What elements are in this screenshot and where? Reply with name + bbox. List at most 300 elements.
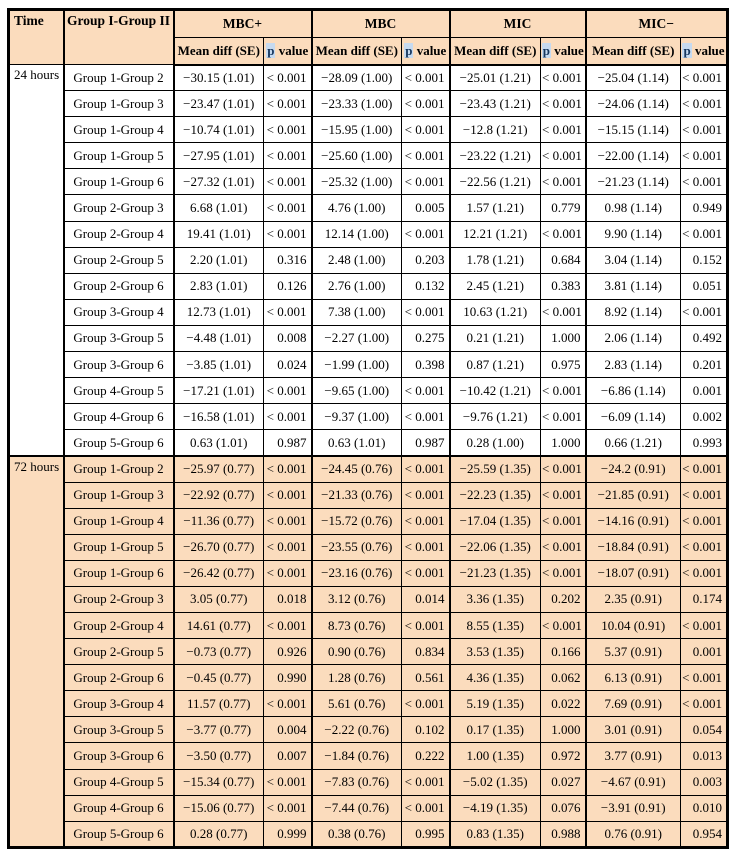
mean-diff-cell: −9.65 (1.00) xyxy=(312,378,402,404)
mean-diff-cell: −1.84 (0.76) xyxy=(312,743,402,769)
p-value-cell: 0.062 xyxy=(541,665,586,691)
group-pair-cell: Group 3-Group 4 xyxy=(64,691,174,717)
p-value-cell: < 0.001 xyxy=(402,769,450,795)
group-pair-cell: Group 1-Group 2 xyxy=(64,65,174,91)
mean-diff-cell: 3.53 (1.35) xyxy=(450,639,541,665)
p-value-cell: 0.561 xyxy=(402,665,450,691)
mean-diff-cell: −2.27 (1.00) xyxy=(312,325,402,351)
p-value-cell: 0.001 xyxy=(681,639,728,665)
mean-diff-cell: −11.36 (0.77) xyxy=(174,508,264,534)
p-symbol: p xyxy=(542,42,550,58)
mean-diff-cell: 5.19 (1.35) xyxy=(450,691,541,717)
p-value-cell: 0.995 xyxy=(402,821,450,847)
column-header-time: Time xyxy=(9,10,64,65)
table-row xyxy=(9,273,728,299)
mean-diff-cell: 0.28 (0.77) xyxy=(174,821,264,847)
p-value-cell: 0.972 xyxy=(541,743,586,769)
p-value-cell: < 0.001 xyxy=(541,612,586,638)
mean-diff-cell: −22.56 (1.21) xyxy=(450,169,541,195)
mean-diff-cell: −21.23 (1.14) xyxy=(586,169,681,195)
p-value-cell: < 0.001 xyxy=(402,169,450,195)
p-value-cell: < 0.001 xyxy=(264,65,312,91)
column-header-mic-minus: MIC− xyxy=(586,10,728,38)
subheader-p-value-mic-minus xyxy=(681,38,728,65)
table-row xyxy=(9,482,728,508)
p-value-cell: 0.076 xyxy=(541,795,586,821)
mean-diff-cell: −25.97 (0.77) xyxy=(174,456,264,482)
p-value-cell: 0.003 xyxy=(681,769,728,795)
p-value-cell: < 0.001 xyxy=(402,378,450,404)
p-value-cell: 0.398 xyxy=(402,352,450,378)
p-value-cell: < 0.001 xyxy=(264,378,312,404)
mean-diff-cell: 6.68 (1.01) xyxy=(174,195,264,221)
p-value-cell: 0.926 xyxy=(264,639,312,665)
p-value-cell: < 0.001 xyxy=(264,508,312,534)
mean-diff-cell: −22.23 (1.35) xyxy=(450,482,541,508)
p-value-cell: < 0.001 xyxy=(681,691,728,717)
mean-diff-cell: −14.16 (0.91) xyxy=(586,508,681,534)
mean-diff-cell: 0.17 (1.35) xyxy=(450,717,541,743)
mean-diff-cell: −15.15 (1.14) xyxy=(586,117,681,143)
group-pair-cell: Group 1-Group 4 xyxy=(64,117,174,143)
p-value-cell: < 0.001 xyxy=(264,143,312,169)
mean-diff-cell: 1.28 (0.76) xyxy=(312,665,402,691)
mean-diff-cell: −3.91 (0.91) xyxy=(586,795,681,821)
mean-diff-cell: 0.87 (1.21) xyxy=(450,352,541,378)
mean-diff-cell: 8.92 (1.14) xyxy=(586,299,681,325)
p-value-cell: < 0.001 xyxy=(541,560,586,586)
mean-diff-cell: 1.78 (1.21) xyxy=(450,247,541,273)
mean-diff-cell: −18.07 (0.91) xyxy=(586,560,681,586)
p-value-cell: < 0.001 xyxy=(681,665,728,691)
mean-diff-cell: 6.13 (0.91) xyxy=(586,665,681,691)
group-pair-cell: Group 2-Group 5 xyxy=(64,639,174,665)
mean-diff-cell: −5.02 (1.35) xyxy=(450,769,541,795)
table-row xyxy=(9,769,728,795)
p-value-cell: < 0.001 xyxy=(541,534,586,560)
table-row xyxy=(9,430,728,456)
time-section-label: 72 hours xyxy=(9,456,64,847)
table-row xyxy=(9,221,728,247)
mean-diff-cell: −23.22 (1.21) xyxy=(450,143,541,169)
p-value-cell: < 0.001 xyxy=(402,299,450,325)
table-row xyxy=(9,325,728,351)
mean-diff-cell: 0.38 (0.76) xyxy=(312,821,402,847)
p-value-cell: 0.949 xyxy=(681,195,728,221)
group-pair-cell: Group 5-Group 6 xyxy=(64,821,174,847)
mean-diff-cell: −26.70 (0.77) xyxy=(174,534,264,560)
table-body xyxy=(9,65,728,848)
p-value-cell: 0.383 xyxy=(541,273,586,299)
group-pair-cell: Group 2-Group 3 xyxy=(64,586,174,612)
mean-diff-cell: −9.37 (1.00) xyxy=(312,404,402,430)
p-value-cell: < 0.001 xyxy=(541,143,586,169)
p-value-cell: < 0.001 xyxy=(402,795,450,821)
group-pair-cell: Group 4-Group 5 xyxy=(64,769,174,795)
mean-diff-cell: −7.83 (0.76) xyxy=(312,769,402,795)
mean-diff-cell: −6.09 (1.14) xyxy=(586,404,681,430)
mean-diff-cell: −17.04 (1.35) xyxy=(450,508,541,534)
mean-diff-cell: −23.47 (1.01) xyxy=(174,91,264,117)
p-value-cell: < 0.001 xyxy=(681,221,728,247)
group-pair-cell: Group 1-Group 3 xyxy=(64,482,174,508)
subheader-mean-diff-mbc-plus: Mean diff (SE) xyxy=(174,38,264,65)
table-row xyxy=(9,456,728,482)
p-value-cell: < 0.001 xyxy=(681,169,728,195)
p-value-cell: 0.126 xyxy=(264,273,312,299)
group-pair-cell: Group 3-Group 6 xyxy=(64,743,174,769)
p-value-cell: 0.834 xyxy=(402,639,450,665)
p-value-cell: 0.987 xyxy=(264,430,312,456)
mean-diff-cell: −25.01 (1.21) xyxy=(450,65,541,91)
mean-diff-cell: −23.55 (0.76) xyxy=(312,534,402,560)
group-pair-cell: Group 5-Group 6 xyxy=(64,430,174,456)
mean-diff-cell: −1.99 (1.00) xyxy=(312,352,402,378)
mean-diff-cell: −23.16 (0.76) xyxy=(312,560,402,586)
p-value-cell: 0.002 xyxy=(681,404,728,430)
mean-diff-cell: −21.23 (1.35) xyxy=(450,560,541,586)
mean-diff-cell: 5.37 (0.91) xyxy=(586,639,681,665)
table-row xyxy=(9,378,728,404)
p-value-cell: < 0.001 xyxy=(541,65,586,91)
p-symbol: p xyxy=(405,42,413,58)
p-value-cell: < 0.001 xyxy=(402,221,450,247)
p-value-word: value xyxy=(691,42,725,58)
p-value-cell: 0.166 xyxy=(541,639,586,665)
p-symbol: p xyxy=(683,42,691,58)
p-value-cell: 0.007 xyxy=(264,743,312,769)
table-row xyxy=(9,143,728,169)
p-value-cell: 0.005 xyxy=(402,195,450,221)
mean-diff-cell: −25.59 (1.35) xyxy=(450,456,541,482)
p-value-cell: < 0.001 xyxy=(541,482,586,508)
table-row xyxy=(9,560,728,586)
subheader-p-value-mbc-plus xyxy=(264,38,312,65)
table-row xyxy=(9,508,728,534)
p-value-cell: < 0.001 xyxy=(264,404,312,430)
mean-diff-cell: −6.86 (1.14) xyxy=(586,378,681,404)
group-pair-cell: Group 2-Group 4 xyxy=(64,612,174,638)
mean-diff-cell: 2.35 (0.91) xyxy=(586,586,681,612)
table-row xyxy=(9,117,728,143)
p-value-cell: < 0.001 xyxy=(264,560,312,586)
table-row xyxy=(9,299,728,325)
group-pair-cell: Group 1-Group 6 xyxy=(64,560,174,586)
p-value-cell: < 0.001 xyxy=(264,456,312,482)
p-value-cell: < 0.001 xyxy=(264,299,312,325)
p-value-word: value xyxy=(550,42,584,58)
p-value-cell: < 0.001 xyxy=(541,404,586,430)
group-pair-cell: Group 3-Group 5 xyxy=(64,325,174,351)
group-pair-cell: Group 1-Group 5 xyxy=(64,143,174,169)
p-value-cell: < 0.001 xyxy=(681,117,728,143)
group-pair-cell: Group 2-Group 5 xyxy=(64,247,174,273)
p-value-cell: 0.008 xyxy=(264,325,312,351)
group-pair-cell: Group 1-Group 3 xyxy=(64,91,174,117)
mean-diff-cell: 0.90 (0.76) xyxy=(312,639,402,665)
group-pair-cell: Group 2-Group 6 xyxy=(64,665,174,691)
mean-diff-cell: 2.76 (1.00) xyxy=(312,273,402,299)
table-row xyxy=(9,352,728,378)
p-value-cell: < 0.001 xyxy=(402,482,450,508)
p-value-cell: < 0.001 xyxy=(264,795,312,821)
mean-diff-cell: 3.77 (0.91) xyxy=(586,743,681,769)
p-value-cell: < 0.001 xyxy=(541,456,586,482)
group-pair-cell: Group 3-Group 5 xyxy=(64,717,174,743)
group-pair-cell: Group 1-Group 6 xyxy=(64,169,174,195)
mean-diff-cell: −24.45 (0.76) xyxy=(312,456,402,482)
mean-diff-cell: 10.04 (0.91) xyxy=(586,612,681,638)
p-value-cell: 0.013 xyxy=(681,743,728,769)
mean-diff-cell: −10.74 (1.01) xyxy=(174,117,264,143)
p-value-cell: 0.174 xyxy=(681,586,728,612)
p-value-cell: 0.779 xyxy=(541,195,586,221)
table-row xyxy=(9,743,728,769)
group-pair-cell: Group 4-Group 6 xyxy=(64,795,174,821)
mean-diff-cell: 3.05 (0.77) xyxy=(174,586,264,612)
p-value-cell: < 0.001 xyxy=(541,299,586,325)
mean-diff-cell: 0.63 (1.01) xyxy=(174,430,264,456)
table-header xyxy=(9,10,728,65)
mean-diff-cell: −4.67 (0.91) xyxy=(586,769,681,795)
mean-diff-cell: −12.8 (1.21) xyxy=(450,117,541,143)
mean-diff-cell: −24.2 (0.91) xyxy=(586,456,681,482)
mean-diff-cell: 12.14 (1.00) xyxy=(312,221,402,247)
p-value-cell: 0.275 xyxy=(402,325,450,351)
table-row xyxy=(9,665,728,691)
p-value-cell: 0.999 xyxy=(264,821,312,847)
mean-diff-cell: 0.76 (0.91) xyxy=(586,821,681,847)
mean-diff-cell: 2.48 (1.00) xyxy=(312,247,402,273)
p-value-word: value xyxy=(275,42,309,58)
table-row xyxy=(9,691,728,717)
subheader-mean-diff-mbc: Mean diff (SE) xyxy=(312,38,402,65)
mean-diff-cell: 7.38 (1.00) xyxy=(312,299,402,325)
mean-diff-cell: −3.77 (0.77) xyxy=(174,717,264,743)
group-pair-cell: Group 2-Group 4 xyxy=(64,221,174,247)
mean-diff-cell: 3.81 (1.14) xyxy=(586,273,681,299)
table-row xyxy=(9,404,728,430)
table-row xyxy=(9,65,728,91)
p-symbol: p xyxy=(267,42,275,58)
mean-diff-cell: −22.06 (1.35) xyxy=(450,534,541,560)
mean-diff-cell: 14.61 (0.77) xyxy=(174,612,264,638)
p-value-cell: 0.202 xyxy=(541,586,586,612)
p-value-cell: < 0.001 xyxy=(402,534,450,560)
p-value-cell: < 0.001 xyxy=(681,560,728,586)
group-pair-cell: Group 2-Group 3 xyxy=(64,195,174,221)
column-header-mbc: MBC xyxy=(312,10,450,38)
p-value-cell: < 0.001 xyxy=(681,508,728,534)
mean-diff-cell: −21.85 (0.91) xyxy=(586,482,681,508)
mean-diff-cell: −27.95 (1.01) xyxy=(174,143,264,169)
table-row xyxy=(9,534,728,560)
mean-diff-cell: −25.04 (1.14) xyxy=(586,65,681,91)
p-value-cell: 0.054 xyxy=(681,717,728,743)
mean-diff-cell: −25.32 (1.00) xyxy=(312,169,402,195)
mean-diff-cell: −3.50 (0.77) xyxy=(174,743,264,769)
mean-diff-cell: 7.69 (0.91) xyxy=(586,691,681,717)
mean-diff-cell: 4.76 (1.00) xyxy=(312,195,402,221)
p-value-cell: 0.004 xyxy=(264,717,312,743)
p-value-cell: < 0.001 xyxy=(264,221,312,247)
p-value-cell: < 0.001 xyxy=(264,482,312,508)
p-value-cell: < 0.001 xyxy=(541,169,586,195)
p-value-cell: 0.010 xyxy=(681,795,728,821)
mean-diff-cell: 2.06 (1.14) xyxy=(586,325,681,351)
mean-diff-cell: 10.63 (1.21) xyxy=(450,299,541,325)
mean-diff-cell: 8.55 (1.35) xyxy=(450,612,541,638)
mean-diff-cell: −28.09 (1.00) xyxy=(312,65,402,91)
p-value-cell: 0.027 xyxy=(541,769,586,795)
p-value-cell: 0.102 xyxy=(402,717,450,743)
mean-diff-cell: −3.85 (1.01) xyxy=(174,352,264,378)
mean-diff-cell: 8.73 (0.76) xyxy=(312,612,402,638)
mean-diff-cell: −15.95 (1.00) xyxy=(312,117,402,143)
mean-diff-cell: 2.83 (1.01) xyxy=(174,273,264,299)
p-value-cell: < 0.001 xyxy=(264,691,312,717)
group-pair-cell: Group 3-Group 4 xyxy=(64,299,174,325)
mean-diff-cell: −26.42 (0.77) xyxy=(174,560,264,586)
group-pair-cell: Group 1-Group 4 xyxy=(64,508,174,534)
mean-diff-cell: −22.92 (0.77) xyxy=(174,482,264,508)
p-value-cell: < 0.001 xyxy=(402,117,450,143)
p-value-cell: 0.203 xyxy=(402,247,450,273)
p-value-cell: 1.000 xyxy=(541,717,586,743)
p-value-cell: 0.024 xyxy=(264,352,312,378)
p-value-cell: < 0.001 xyxy=(264,169,312,195)
table-row xyxy=(9,169,728,195)
p-value-cell: < 0.001 xyxy=(681,91,728,117)
mean-diff-cell: 3.36 (1.35) xyxy=(450,586,541,612)
group-pair-cell: Group 1-Group 2 xyxy=(64,456,174,482)
group-pair-cell: Group 4-Group 5 xyxy=(64,378,174,404)
p-value-cell: 0.022 xyxy=(541,691,586,717)
mean-diff-cell: −4.48 (1.01) xyxy=(174,325,264,351)
mean-diff-cell: −18.84 (0.91) xyxy=(586,534,681,560)
mean-diff-cell: −23.43 (1.21) xyxy=(450,91,541,117)
p-value-cell: < 0.001 xyxy=(264,612,312,638)
subheader-mean-diff-mic-minus: Mean diff (SE) xyxy=(586,38,681,65)
table-row xyxy=(9,195,728,221)
p-value-cell: 0.018 xyxy=(264,586,312,612)
p-value-cell: < 0.001 xyxy=(402,91,450,117)
group-pair-cell: Group 3-Group 6 xyxy=(64,352,174,378)
table-row xyxy=(9,612,728,638)
p-value-cell: 0.990 xyxy=(264,665,312,691)
p-value-cell: < 0.001 xyxy=(681,299,728,325)
table-row xyxy=(9,639,728,665)
p-value-cell: < 0.001 xyxy=(402,560,450,586)
mean-diff-cell: −7.44 (0.76) xyxy=(312,795,402,821)
p-value-cell: < 0.001 xyxy=(541,378,586,404)
header-row-groups xyxy=(9,10,728,38)
p-value-cell: 0.492 xyxy=(681,325,728,351)
mean-diff-cell: −10.42 (1.21) xyxy=(450,378,541,404)
p-value-cell: < 0.001 xyxy=(541,91,586,117)
p-value-cell: < 0.001 xyxy=(402,612,450,638)
p-value-cell: < 0.001 xyxy=(681,534,728,560)
mean-diff-cell: −30.15 (1.01) xyxy=(174,65,264,91)
mean-diff-cell: 9.90 (1.14) xyxy=(586,221,681,247)
group-pair-cell: Group 4-Group 6 xyxy=(64,404,174,430)
p-value-cell: 0.222 xyxy=(402,743,450,769)
p-value-cell: < 0.001 xyxy=(681,65,728,91)
table-row xyxy=(9,717,728,743)
p-value-cell: < 0.001 xyxy=(402,143,450,169)
pairwise-comparison-table xyxy=(7,8,729,849)
p-value-cell: 0.014 xyxy=(402,586,450,612)
p-value-cell: < 0.001 xyxy=(264,91,312,117)
p-value-cell: < 0.001 xyxy=(681,143,728,169)
p-value-cell: < 0.001 xyxy=(541,508,586,534)
mean-diff-cell: 19.41 (1.01) xyxy=(174,221,264,247)
mean-diff-cell: 12.73 (1.01) xyxy=(174,299,264,325)
p-value-cell: 0.001 xyxy=(681,378,728,404)
mean-diff-cell: 5.61 (0.76) xyxy=(312,691,402,717)
p-value-cell: 0.993 xyxy=(681,430,728,456)
p-value-cell: < 0.001 xyxy=(264,769,312,795)
mean-diff-cell: −23.33 (1.00) xyxy=(312,91,402,117)
p-value-cell: 0.988 xyxy=(541,821,586,847)
mean-diff-cell: 0.28 (1.00) xyxy=(450,430,541,456)
mean-diff-cell: −9.76 (1.21) xyxy=(450,404,541,430)
p-value-word: value xyxy=(413,42,447,58)
mean-diff-cell: 0.63 (1.01) xyxy=(312,430,402,456)
mean-diff-cell: 2.20 (1.01) xyxy=(174,247,264,273)
p-value-cell: < 0.001 xyxy=(402,65,450,91)
mean-diff-cell: −4.19 (1.35) xyxy=(450,795,541,821)
table-row xyxy=(9,586,728,612)
p-value-cell: < 0.001 xyxy=(264,534,312,560)
column-header-mbc-plus: MBC+ xyxy=(174,10,312,38)
p-value-cell: 0.684 xyxy=(541,247,586,273)
column-header-group-pair: Group I-Group II xyxy=(64,10,174,65)
mean-diff-cell: 2.83 (1.14) xyxy=(586,352,681,378)
mean-diff-cell: 0.21 (1.21) xyxy=(450,325,541,351)
mean-diff-cell: 1.00 (1.35) xyxy=(450,743,541,769)
subheader-p-value-mbc xyxy=(402,38,450,65)
column-header-mic: MIC xyxy=(450,10,586,38)
group-pair-cell: Group 1-Group 5 xyxy=(64,534,174,560)
mean-diff-cell: 1.57 (1.21) xyxy=(450,195,541,221)
p-value-cell: 1.000 xyxy=(541,430,586,456)
mean-diff-cell: −22.00 (1.14) xyxy=(586,143,681,169)
subheader-mean-diff-mic: Mean diff (SE) xyxy=(450,38,541,65)
p-value-cell: < 0.001 xyxy=(541,221,586,247)
p-value-cell: 0.152 xyxy=(681,247,728,273)
p-value-cell: 0.132 xyxy=(402,273,450,299)
p-value-cell: 0.051 xyxy=(681,273,728,299)
mean-diff-cell: −21.33 (0.76) xyxy=(312,482,402,508)
time-section-label: 24 hours xyxy=(9,65,64,456)
p-value-cell: < 0.001 xyxy=(681,612,728,638)
p-value-cell: 0.975 xyxy=(541,352,586,378)
p-value-cell: < 0.001 xyxy=(402,404,450,430)
mean-diff-cell: −15.72 (0.76) xyxy=(312,508,402,534)
mean-diff-cell: −24.06 (1.14) xyxy=(586,91,681,117)
p-value-cell: 0.987 xyxy=(402,430,450,456)
mean-diff-cell: −17.21 (1.01) xyxy=(174,378,264,404)
mean-diff-cell: −15.06 (0.77) xyxy=(174,795,264,821)
p-value-cell: < 0.001 xyxy=(681,482,728,508)
mean-diff-cell: 0.83 (1.35) xyxy=(450,821,541,847)
mean-diff-cell: 3.12 (0.76) xyxy=(312,586,402,612)
mean-diff-cell: 3.01 (0.91) xyxy=(586,717,681,743)
mean-diff-cell: 0.98 (1.14) xyxy=(586,195,681,221)
group-pair-cell: Group 2-Group 6 xyxy=(64,273,174,299)
p-value-cell: 0.201 xyxy=(681,352,728,378)
